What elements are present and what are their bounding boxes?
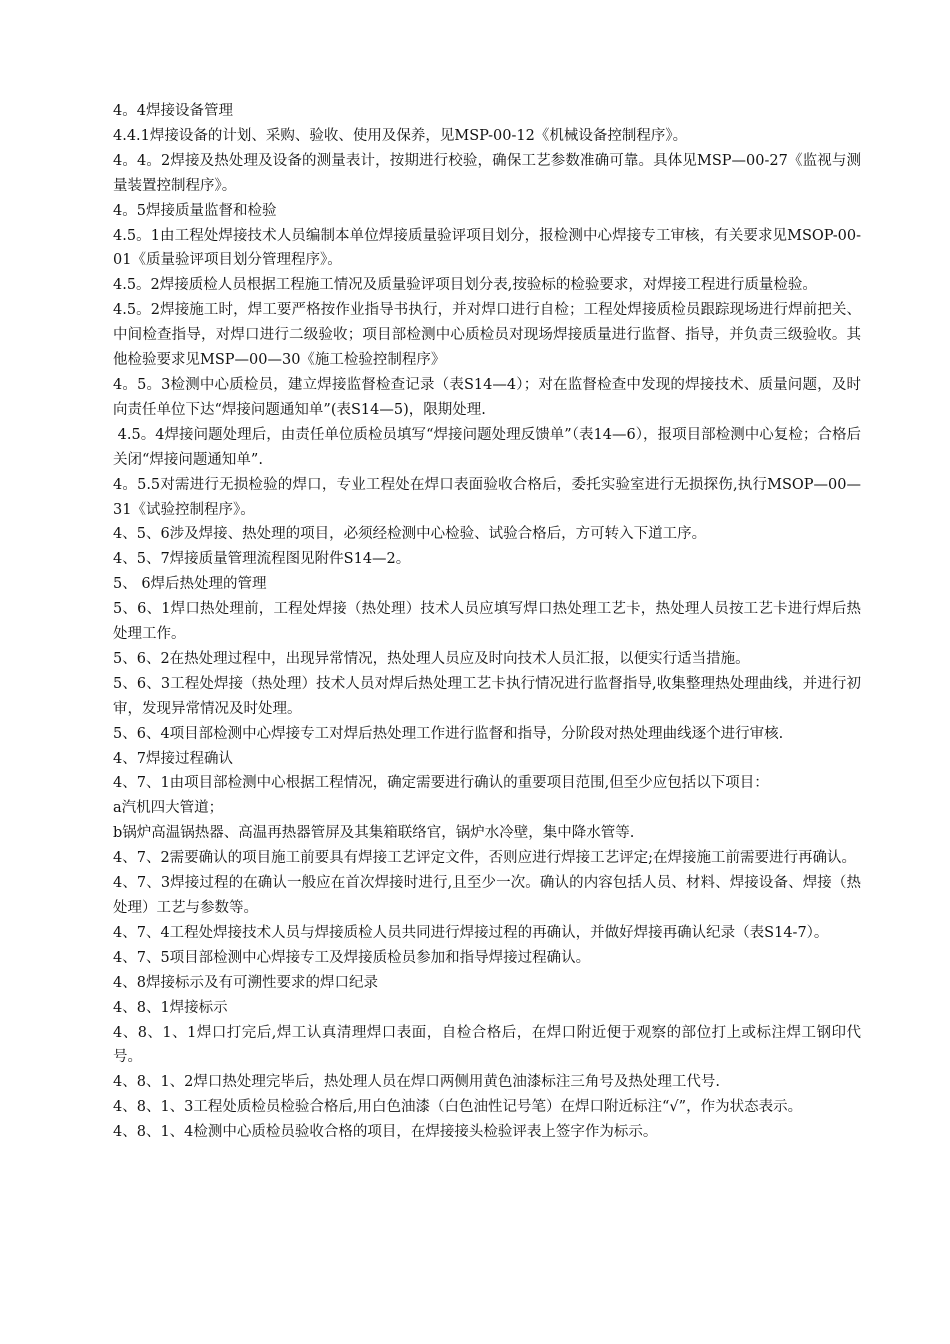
list-item-a: a汽机四大管道；: [113, 800, 224, 817]
paragraph-4-4-2: 4。4。2焊接及热处理及设备的测量表计，按期进行校验，确保工艺参数准确可靠。具体见MSP—00-27《监视与测量装置控制程序》。: [113, 152, 861, 194]
paragraph-4-4-1: 4.4.1焊接设备的计划、采购、验收、使用及保养，见MSP-00-12《机械设备控制程序》。: [113, 127, 688, 144]
paragraph-5-6-3: 5、6、3工程处焊接（热处理）技术人员对焊后热处理工艺卡执行情况进行监督指导,收集整理热处理曲线，并进行初审，发现异常情况及时处理。: [113, 675, 861, 717]
paragraph-4-5-7: 4、5、7焊接质量管理流程图见附件S14—2。: [113, 551, 411, 568]
paragraph-5-6-4: 5、6、4项目部检测中心焊接专工对焊后热处理工作进行监督和指导，分阶段对热处理曲线逐个进行审核.: [113, 725, 784, 742]
paragraph-4-7-3: 4、7、3焊接过程的在确认一般应在首次焊接时进行,且至少一次。确认的内容包括人员、材料、焊接设备、焊接（热处理）工艺与参数等。: [113, 875, 861, 916]
paragraph-4-5-6: 4、5、6涉及焊接、热处理的项目，必须经检测中心检验、试验合格后，方可转入下道工序。: [113, 526, 707, 543]
heading-4-8: 4、8焊接标示及有可溯性要求的焊口纪录: [113, 974, 378, 991]
list-item-b: b锅炉高温锅热器、高温再热器管屏及其集箱联络官，锅炉水冷壁，集中降水管等.: [113, 825, 635, 842]
heading-4-4: 4。4焊接设备管理: [113, 103, 233, 119]
paragraph-4-7-2: 4、7、2需要确认的项目施工前要具有焊接工艺评定文件，否则应进行焊接工艺评定;在焊接施工前需要进行再确认。: [113, 850, 857, 867]
paragraph-4-8-1-3: 4、8、1、3工程处质检员检验合格后,用白色油漆（白色油性记号笔）在焊口附近标注“√”，作为状态表示。: [113, 1099, 803, 1116]
paragraph-4-5-2b: 4.5。2焊接施工时，焊工要严格按作业指导书执行，并对焊口进行自检；工程处焊接质检员跟踪现场进行焊前把关、中间检查指导，对焊口进行二级验收；项目部检测中心质检员对现场焊接质量进行监督、指导，并负责三级验收。其他检验要求见MSP—00—30《施工检验控制程序》: [113, 302, 861, 369]
paragraph-4-7-1: 4、7、1由项目部检测中心根据工程情况，确定需要进行确认的重要项目范围,但至少应包括以下项目：: [113, 775, 769, 792]
paragraph-4-5-1: 4.5。1由工程处焊接技术人员编制本单位焊接质量验评项目划分，报检测中心焊接专工审核，有关要求见MSOP-00-01《质量验评项目划分管理程序》。: [113, 227, 861, 269]
heading-4-8-1: 4、8、1焊接标示: [113, 999, 228, 1016]
paragraph-5-6-1: 5、6、1焊口热处理前，工程处焊接（热处理）技术人员应填写焊口热处理工艺卡，热处理人员按工艺卡进行焊后热处理工作。: [113, 601, 861, 643]
heading-5-6: 5、 6焊后热处理的管理: [113, 576, 267, 593]
paragraph-4-7-4: 4、7、4工程处焊接技术人员与焊接质检人员共同进行焊接过程的再确认，并做好焊接再确认纪录（表S14-7）。: [113, 924, 829, 941]
heading-4-7: 4、7焊接过程确认: [113, 750, 233, 767]
paragraph-4-8-1-4: 4、8、1、4检测中心质检员验收合格的项目，在焊接接头检验评表上签字作为标示。: [113, 1124, 658, 1141]
paragraph-4-7-5: 4、7、5项目部检测中心焊接专工及焊接质检员参加和指导焊接过程确认。: [113, 949, 591, 966]
document-page: [113, 99, 861, 1145]
paragraph-5-6-2: 5、6、2在热处理过程中，出现异常情况，热处理人员应及时向技术人员汇报，以便实行适当措施。: [113, 650, 750, 667]
paragraph-4-5-3: 4。5。3检测中心质检员，建立焊接监督检查记录（表S14—4）；对在监督检查中发现的焊接技术、质量问题，及时向责任单位下达“焊接问题通知单”(表S14—5)，限期处理.: [113, 376, 861, 418]
paragraph-4-5-2a: 4.5。2焊接质检人员根据工程施工情况及质量验评项目划分表,按验标的检验要求，对焊接工程进行质量检验。: [113, 277, 817, 294]
paragraph-4-5-5: 4。5.5对需进行无损检验的焊口，专业工程处在焊口表面验收合格后，委托实验室进行无损探伤,执行MSOP—00—31《试验控制程序》。: [113, 476, 861, 518]
paragraph-4-8-1-2: 4、8、1、2焊口热处理完毕后，热处理人员在焊口两侧用黄色油漆标注三角号及热处理工代号.: [113, 1074, 721, 1091]
paragraph-4-5-4: 4.5。4焊接问题处理后，由责任单位质检员填写“焊接问题处理反馈单”（表14—6），报项目部检测中心复检；合格后关闭“焊接问题通知单”.: [113, 426, 861, 468]
heading-4-5: 4。5焊接质量监督和检验: [113, 202, 277, 219]
paragraph-4-8-1-1: 4、8、1、1焊口打完后,焊工认真清理焊口表面，自检合格后，在焊口附近便于观察的部位打上或标注焊工钢印代号。: [113, 1024, 861, 1066]
